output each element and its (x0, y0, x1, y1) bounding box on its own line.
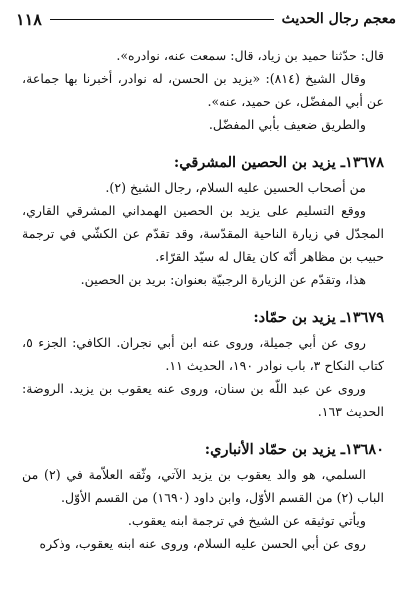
entry-paragraph: ووقع التسليم على يزيد بن الحصين الهمداني المشرقي القاري، المجدّل في زيارة الناحية المقدّسة، وقد تقدّم عن الكشّي في ترجمة حبيب بن مظاهر أنّه كان يقال له سيّد القرّاء. (22, 203, 384, 264)
entry-paragraph: روى عن أبي الحسن عليه السلام، وروى عنه ابنه يعقوب، وذكره (39, 536, 366, 551)
entry-paragraph: السلمي، هو والد يعقوب بن يزيد الآتي، وثّقه العلاّمة في (٢) من الباب (٢) من القسم الأوّل، وابن داود (١٦٩٠) من القسم الأوّل. (22, 467, 384, 505)
entry-paragraph: من أصحاب الحسين عليه السلام، رجال الشيخ (٢). (105, 180, 366, 195)
intro-paragraph: والطريق ضعيف بأبي المفضّل. (208, 117, 366, 132)
entry-paragraph: ويأتي توثيقه عن الشيخ في ترجمة ابنه يعقوب. (127, 513, 366, 528)
entry-paragraph: روى عن أبي جميلة، وروى عنه ابن أبي نجران. الكافي: الجزء ٥، كتاب النكاح ٣، باب نوادر ١٩٠، الحديث ١١. (22, 335, 384, 373)
page-body (22, 44, 384, 555)
page-number: ١١٨ (16, 9, 42, 29)
page-header (16, 6, 396, 32)
entry-13680 (22, 437, 384, 555)
entry-paragraph: وروى عن عبد اللّه بن سنان، وروى عنه يعقوب بن يزيد. الروضة: الحديث ١٦٣. (22, 381, 384, 419)
header-rule (50, 19, 274, 20)
intro-paragraph: وقال الشيخ (٨١٤): «يزيد بن الحسن، له نوادر، أخبرنا بها جماعة، عن أبي المفضّل، عن حميد، عنه». (22, 71, 384, 109)
entry-heading: ١٣٦٧٨ـ يزيد بن الحصين المشرقي: (173, 154, 384, 171)
entry-paragraph: هذا، وتقدّم عن الزيارة الرجبيّة بعنوان: بريد بن الحصين. (80, 272, 366, 287)
entry-13679 (22, 305, 384, 423)
intro-paragraph: قال: حدّثنا حميد بن زياد، قال: سمعت عنه، نوادره». (116, 48, 384, 63)
entry-heading: ١٣٦٨٠ـ يزيد بن حمّاد الأنباري: (204, 441, 384, 458)
book-title: معجم رجال الحديث (281, 11, 396, 27)
entry-13678 (22, 150, 384, 291)
entry-heading: ١٣٦٧٩ـ يزيد بن حمّاد: (253, 309, 384, 326)
